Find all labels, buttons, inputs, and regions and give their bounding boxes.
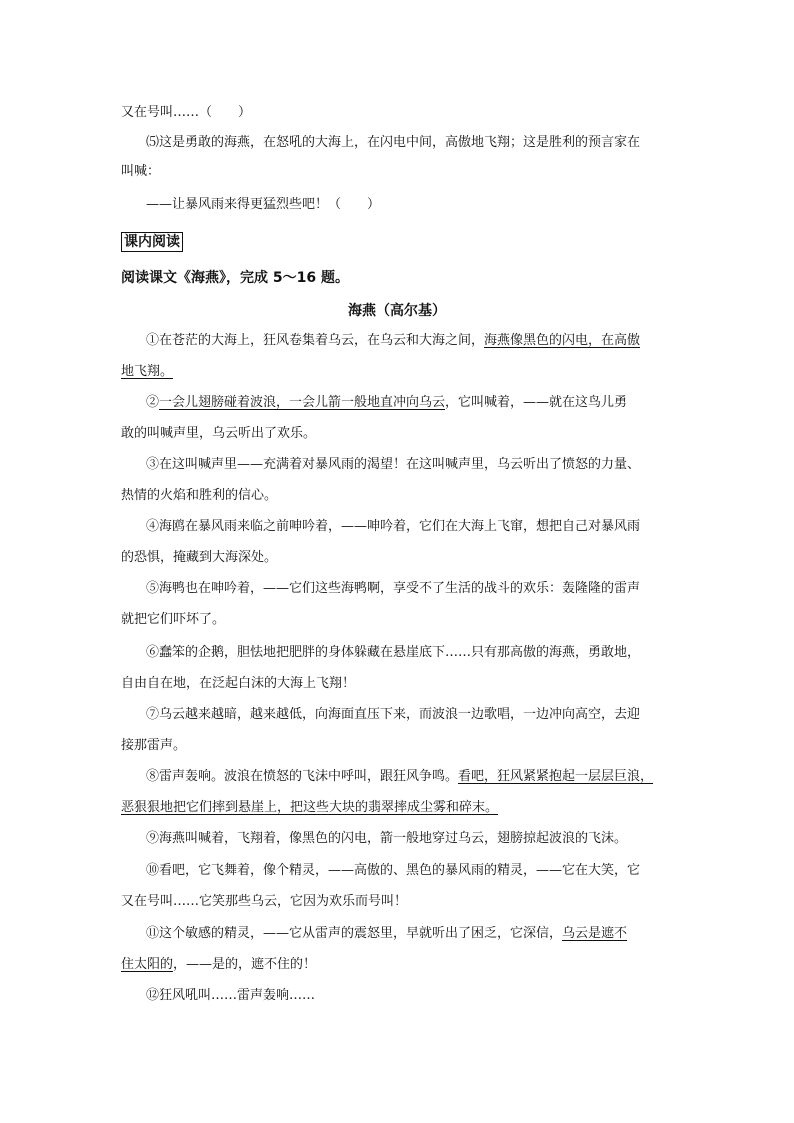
paragraph-11: ⑪这个敏感的精灵，——它从雷声的震怒里，早就听出了困乏，它深信，乌云是遮不 — [146, 926, 628, 941]
text-line: 接那雷声。 — [121, 738, 187, 753]
text-line: 叫喊： — [121, 164, 161, 179]
text-line: 又在号叫……（ ） — [121, 105, 252, 120]
text-line: ——让暴风雨来得更猛烈些吧！（ ） — [146, 197, 381, 212]
underlined-sentence: 乌云是遮不 — [562, 926, 628, 941]
text-line: 热情的火焰和胜利的信心。 — [121, 488, 278, 503]
text-line: 的恐惧，掩藏到大海深处。 — [121, 550, 278, 565]
text-line: 就把它们吓坏了。 — [121, 612, 226, 627]
paragraph-6: ⑥蠢笨的企鹅，胆怯地把肥胖的身体躲藏在悬崖底下……只有那高傲的海燕，勇敢地， — [146, 645, 641, 660]
text-line: 住太阳的，——是的，遮不住的！ — [121, 957, 317, 972]
text-line: 又在号叫……它笑那些乌云，它因为欢乐而号叫！ — [121, 894, 408, 909]
text-line: 敢的叫喊声里，乌云听出了欢乐。 — [121, 426, 317, 441]
paragraph-7: ⑦乌云越来越暗，越来越低，向海面直压下来，而波浪一边歌唱，一边冲向高空，去迎 — [146, 707, 641, 722]
text-line: 恶狠狠地把它们摔到悬崖上，把这些大块的翡翠摔成尘雾和碎末。 — [121, 800, 499, 815]
paragraph-10: ⑩看吧，它飞舞着，像个精灵，——高傲的、黑色的暴风雨的精灵，——它在大笑，它 — [146, 863, 641, 878]
section-badge: 课内阅读 — [121, 233, 183, 251]
paragraph-8: ⑧雷声轰响。波浪在愤怒的飞沫中呼叫，跟狂风争鸣。看吧，狂风紧紧抱起一层层巨浪， — [146, 769, 654, 784]
reading-instruction: 阅读课文《海燕》，完成 5～16 题。 — [121, 270, 349, 286]
underlined-sentence: 看吧，狂风紧紧抱起一层层巨浪， — [458, 769, 654, 784]
paragraph-3: ③在这叫喊声里——充满着对暴风雨的渴望！在这叫喊声里，乌云听出了愤怒的力量、 — [146, 457, 641, 472]
paragraph-12: ⑫狂风吼叫……雷声轰响…… — [146, 988, 316, 1003]
paragraph-9: ⑨海燕叫喊着，飞翔着，像黑色的闪电，箭一般地穿过乌云，翅膀掠起波浪的飞沫。 — [146, 831, 628, 846]
passage-title: 海燕（高尔基） — [348, 303, 446, 319]
underlined-sentence: 海燕像黑色的闪电，在高傲 — [484, 333, 641, 348]
text-line: 地飞翔。 — [121, 364, 174, 379]
text-line: 自由自在地，在泛起白沫的大海上飞翔！ — [121, 676, 356, 691]
paragraph-2: ②一会儿翅膀碰着波浪，一会儿箭一般地直冲向乌云，它叫喊着，——就在这鸟儿勇 — [146, 395, 628, 410]
paragraph-1: ①在苍茫的大海上，狂风卷集着乌云，在乌云和大海之间，海燕像黑色的闪电，在高傲 — [146, 333, 641, 348]
question-5-line: ⑸这是勇敢的海燕，在怒吼的大海上，在闪电中间，高傲地飞翔；这是胜利的预言家在 — [146, 135, 641, 150]
underlined-sentence: 一会儿翅膀碰着波浪，一会儿箭一般地直冲向乌云 — [159, 395, 446, 410]
paragraph-5: ⑤海鸭也在呻吟着，——它们这些海鸭啊，享受不了生活的战斗的欢乐：轰隆隆的雷声 — [146, 581, 641, 596]
paragraph-4: ④海鸥在暴风雨来临之前呻吟着，——呻吟着，它们在大海上飞窜，想把自己对暴风雨 — [146, 519, 641, 534]
